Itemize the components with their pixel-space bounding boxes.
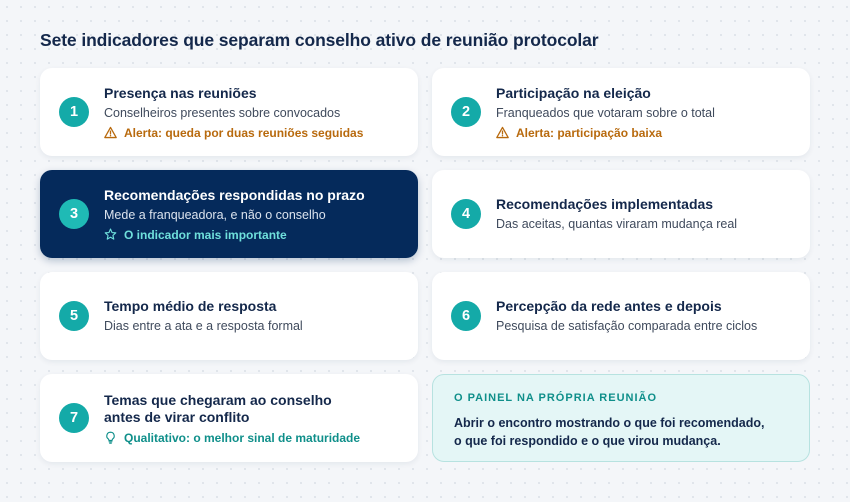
- indicator-card-5: [40, 272, 418, 360]
- indicator-title: Tempo médio de resposta: [104, 298, 277, 314]
- page-title: Sete indicadores que separam conselho ativo de reunião protocolar: [40, 30, 599, 50]
- indicator-title: Percepção da rede antes e depois: [496, 298, 722, 314]
- indicator-description: Mede a franqueadora, e não o conselho: [104, 207, 326, 222]
- indicator-card-2: [432, 68, 810, 156]
- indicator-number-badge: 1: [59, 97, 89, 127]
- indicator-description: Conselheiros presentes sobre convocados: [104, 105, 341, 120]
- indicator-number-badge: 5: [59, 301, 89, 331]
- indicator-description: Franqueados que votaram sobre o total: [496, 105, 715, 120]
- warning-icon: [104, 126, 117, 139]
- indicator-description: Pesquisa de satisfação comparada entre ciclos: [496, 319, 758, 333]
- indicator-card-6: [432, 272, 810, 360]
- callout-heading: O PAINEL NA PRÓPRIA REUNIÃO: [454, 392, 658, 404]
- highlight-text: O indicador mais importante: [124, 227, 287, 242]
- indicator-card-3: [40, 170, 418, 258]
- indicator-number-badge: 6: [451, 301, 481, 331]
- note-text: Qualitativo: o melhor sinal de maturidade: [124, 430, 361, 445]
- callout-text-line-1: Abrir o encontro mostrando o que foi recomendado,: [454, 416, 765, 430]
- indicator-highlight: [104, 228, 404, 242]
- warning-icon: [496, 126, 509, 139]
- star-icon: [104, 228, 117, 241]
- indicator-note: [104, 431, 404, 445]
- indicator-title: Presença nas reuniões: [104, 84, 257, 101]
- indicator-alert: [104, 126, 404, 140]
- indicator-title-line-2: antes de virar conflito: [104, 408, 250, 425]
- lightbulb-icon: [104, 431, 117, 444]
- indicator-number-badge: 3: [59, 199, 89, 229]
- callout-text: [454, 414, 788, 450]
- indicator-card-7: [40, 374, 418, 462]
- indicator-number-badge: 7: [59, 403, 89, 433]
- indicator-number-badge: 4: [451, 199, 481, 229]
- callout-text-line-2: o que foi respondido e o que virou mudança.: [454, 434, 721, 448]
- indicator-description: Das aceitas, quantas viraram mudança real: [496, 217, 738, 231]
- indicator-number-badge: 2: [451, 97, 481, 127]
- indicator-title-line-1: Temas que chegaram ao conselho: [104, 391, 332, 408]
- indicator-description: Dias entre a ata e a resposta formal: [104, 319, 303, 333]
- indicator-alert: [496, 126, 796, 140]
- indicator-card-4: [432, 170, 810, 258]
- indicator-card-1: [40, 68, 418, 156]
- indicator-title: Recomendações respondidas no prazo: [104, 186, 365, 203]
- indicator-title: Participação na eleição: [496, 84, 651, 101]
- alert-text: Alerta: queda por duas reuniões seguidas: [124, 125, 364, 140]
- meeting-panel-callout: [432, 374, 810, 462]
- indicator-title: Recomendações implementadas: [496, 196, 714, 212]
- alert-text: Alerta: participação baixa: [516, 125, 663, 140]
